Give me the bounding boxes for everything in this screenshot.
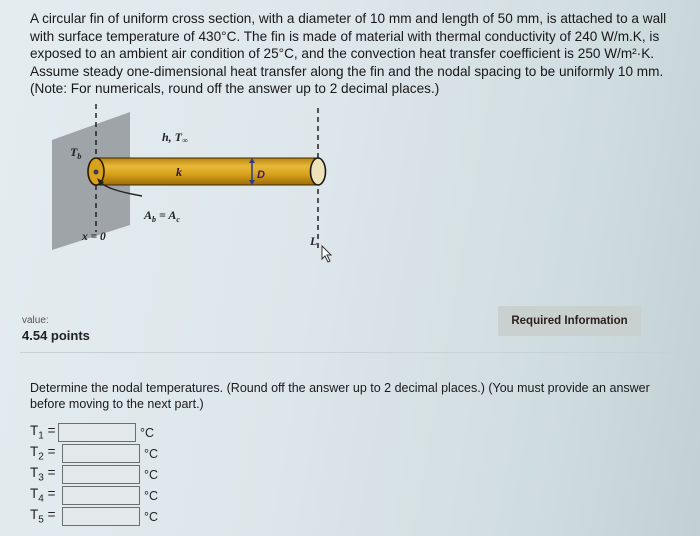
problem-statement xyxy=(30,10,695,98)
answer-row-t3 xyxy=(30,464,158,485)
problem-line: (Note: For numericals, round off the answer up to 2 decimal places.) xyxy=(30,81,440,96)
unit-label: °C xyxy=(144,509,159,524)
tb-label: $T_b$ xyxy=(70,145,82,161)
unit-label: °C xyxy=(144,467,159,482)
required-information-button[interactable]: Required Information xyxy=(498,306,641,336)
t1-input[interactable] xyxy=(58,423,136,442)
fin-rod xyxy=(96,158,318,185)
answer-row-t4 xyxy=(30,485,158,506)
d-label: D xyxy=(257,169,265,181)
answer-row-t5 xyxy=(30,506,158,527)
unit-label: °C xyxy=(144,446,159,461)
answer-label: $T_5$ = xyxy=(30,507,56,526)
t3-input[interactable] xyxy=(62,465,140,484)
value-points: 4.54 points xyxy=(22,328,90,343)
answer-list xyxy=(30,422,158,527)
t5-input[interactable] xyxy=(62,507,140,526)
unit-label: °C xyxy=(140,425,155,440)
problem-line: with surface temperature of 430°C. The fin is made of material with thermal conductivity of 240 W/m.K, is xyxy=(30,28,660,44)
problem-line: Assume steady one-dimensional heat transfer along the fin and the nodal spacing to be uniformly 10 mm. xyxy=(30,63,664,79)
unit-label: °C xyxy=(144,488,159,503)
t2-input[interactable] xyxy=(62,444,140,463)
ab-ac-label: $A_b = A_c$ xyxy=(144,208,180,224)
answer-row-t1 xyxy=(30,422,158,443)
fin-tip-ellipse xyxy=(311,158,326,185)
divider xyxy=(20,352,680,353)
answer-label: $T_3$ = xyxy=(30,465,56,484)
L-label: L xyxy=(310,234,318,248)
answer-label: $T_1$ = xyxy=(30,423,56,442)
value-block xyxy=(22,315,90,343)
answer-row-t2 xyxy=(30,443,158,464)
answer-label: $T_4$ = xyxy=(30,486,56,505)
problem-line: A circular fin of uniform cross section, with a diameter of 10 mm and length of 50 mm, is attached to a wall xyxy=(30,11,667,26)
answer-label: $T_2$ = xyxy=(30,444,56,463)
problem-line: exposed to an ambient air condition of 25°C, and the convection heat transfer coefficient is 250 W/m²·K. xyxy=(30,46,655,61)
fin-diagram xyxy=(0,95,700,285)
x0-label: x = 0 xyxy=(82,231,106,243)
t4-input[interactable] xyxy=(62,486,140,505)
h-tinf-label: h, T∞ xyxy=(162,130,188,145)
mouse-cursor-icon xyxy=(322,246,331,262)
k-label: k xyxy=(176,165,182,179)
question-text: Determine the nodal temperatures. (Round off the answer up to 2 decimal places.) (You must provide an answer before moving to the next part.) xyxy=(30,381,650,411)
value-label: value: xyxy=(22,315,49,326)
